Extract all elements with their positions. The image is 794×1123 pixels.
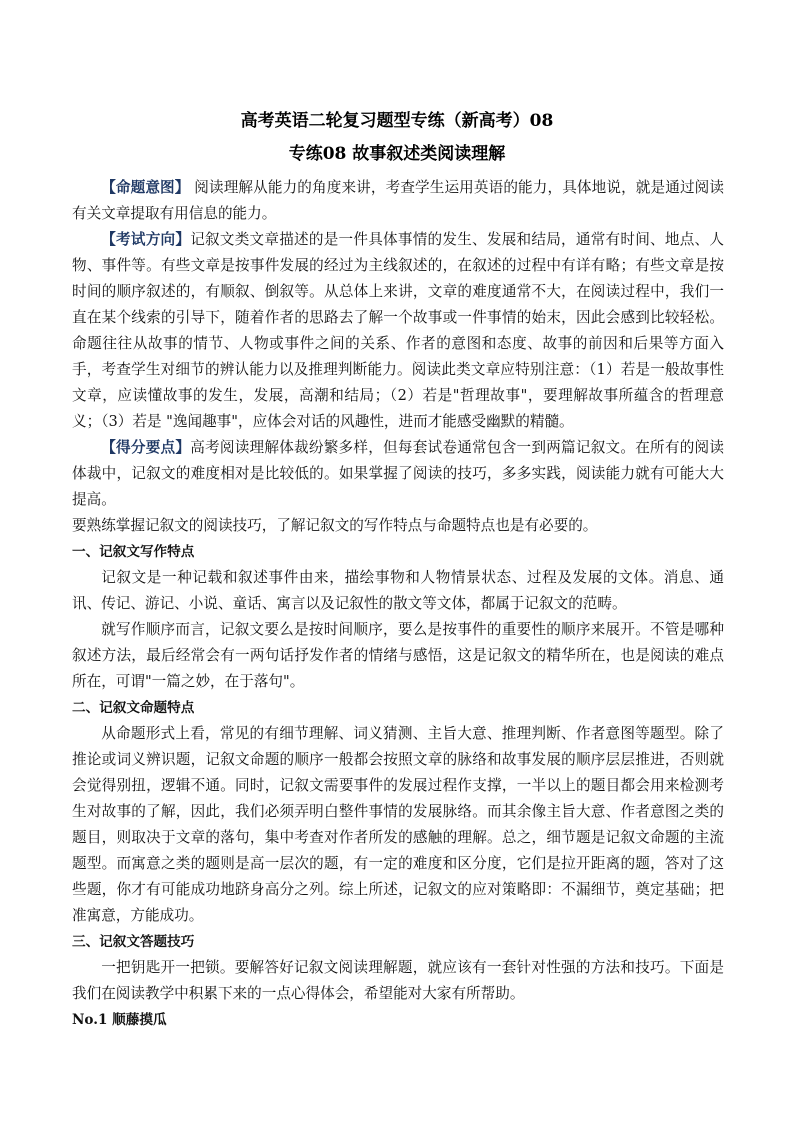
section2-heading: 二、记叙文命题特点 xyxy=(72,700,195,716)
section3-heading: 三、记叙文答题技巧 xyxy=(72,934,195,950)
section3-subheading-1: No.1 顺藤摸瓜 xyxy=(72,1012,167,1028)
purpose-paragraph xyxy=(72,175,724,227)
direction-text: 记叙文类文章描述的是一件具体事情的发生、发展和结局，通常有时间、地点、人物、事件等。有些文章是按事件发展的经过为主线叙述的，在叙述的过程中有详有略；有些文章是按时间的顺序叙述的，有顺叙、倒叙等。从总体上来讲，文章的难度通常不大，在阅读过程中，我们一直在某个线索的引导下，随着作者的思路去了解一个故事或一件事情的始末，因此会感到比较轻松。命题往往从故事的情节、人物或事件之间的关系、作者的意图和态度、故事的前因和后果等方面入手，考查学生对细节的辨认能力以及推理判断能力。阅读此类文章应特别注意：（1）若是一般故事性文章，应读懂故事的发生，发展，高潮和结局；（2）若是"哲理故事"，要理解故事所蕴含的哲理意义；（3）若是 "逸闻趣事"，应体会对话的风趣性，进而才能感受幽默的精髓。 xyxy=(72,231,724,430)
purpose-label: 【命题意图】 xyxy=(101,179,190,196)
direction-label: 【考试方向】 xyxy=(101,231,191,248)
points-label: 【得分要点】 xyxy=(101,439,191,456)
purpose-text: 阅读理解从能力的角度来讲，考查学生运用英语的能力，具体地说，就是通过阅读有关文章提取有用信息的能力。 xyxy=(72,179,724,222)
points-text: 高考阅读理解体裁纷繁多样，但每套试卷通常包含一到两篇记叙文。在所有的阅读体裁中，记叙文的难度相对是比较低的。如果掌握了阅读的技巧，多多实践，阅读能力就有可能大大提高。 xyxy=(72,439,724,508)
points-paragraph xyxy=(72,435,724,513)
section2-paragraph-1: 从命题形式上看，常见的有细节理解、词义猜测、主旨大意、推理判断、作者意图等题型。除了推论或词义辨识题，记叙文命题的顺序一般都会按照文章的脉络和故事发展的顺序层层推进，否则就会觉得别扭，逻辑不通。同时，记叙文需要事件的发展过程作支撑，一半以上的题目都会用来检测考生对故事的了解，因此，我们必须弄明白整件事情的发展脉络。而其余像主旨大意、作者意图之类的题目，则取决于文章的落句，集中考查对作者所发的感触的理解。总之，细节题是记叙文命题的主流题型。而寓意之类的题则是高一层次的题，有一定的难度和区分度，它们是拉开距离的题，答对了这些题，你才有可能成功地跻身高分之列。综上所述，记叙文的应对策略即：不漏细节，奠定基础；把准寓意，方能成功。 xyxy=(72,725,724,924)
section1-heading: 一、记叙文写作特点 xyxy=(72,544,195,560)
direction-paragraph xyxy=(72,227,724,435)
document-body xyxy=(72,175,724,1033)
section3-paragraph-1: 一把钥匙开一把锁。要解答好记叙文阅读理解题，就应该有一套针对性强的方法和技巧。下面是我们在阅读教学中积累下来的一点心得体会，希望能对大家有所帮助。 xyxy=(72,959,724,1002)
points-paragraph-continued: 要熟练掌握记叙文的阅读技巧，了解记叙文的写作特点与命题特点也是有必要的。 xyxy=(72,517,598,534)
document-subtitle: 专练08 故事叙述类阅读理解 xyxy=(288,144,506,164)
document-title: 高考英语二轮复习题型专练（新高考）08 xyxy=(240,111,554,131)
section1-paragraph-2: 就写作顺序而言，记叙文要么是按时间顺序，要么是按事件的重要性的顺序来展开。不管是哪种叙述方法，最后经常会有一两句话抒发作者的情绪与感悟，这是记叙文的精华所在，也是阅读的难点所在，可谓"一篇之妙，在于落句"。 xyxy=(72,621,724,690)
section1-paragraph-1: 记叙文是一种记载和叙述事件由来，描绘事物和人物情景状态、过程及发展的文体。消息、通讯、传记、游记、小说、童话、寓言以及记叙性的散文等文体，都属于记叙文的范畴。 xyxy=(72,569,724,612)
